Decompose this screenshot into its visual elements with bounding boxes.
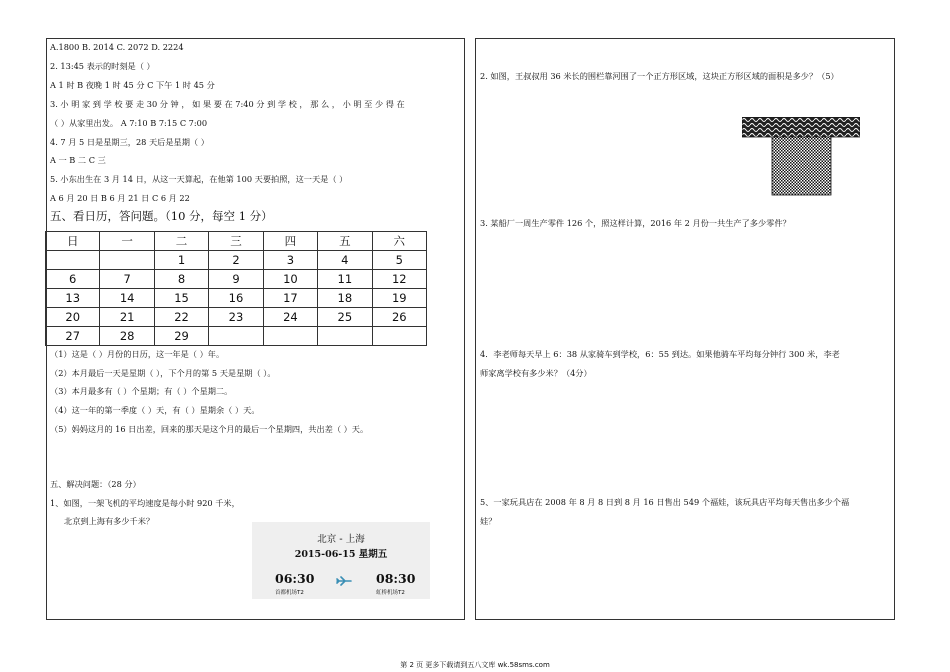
flight-route: 北京 - 上海 <box>317 534 365 545</box>
calendar-day-cell <box>318 327 372 346</box>
calendar-day-cell: 13 <box>46 289 100 308</box>
calendar-header-cell: 五 <box>318 232 372 251</box>
right-question-2: 2. 如图，王叔叔用 36 米长的围栏靠河围了一个正方形区域，这块正方形区域的面积是多少？（5） <box>480 71 839 81</box>
calendar-day-cell: 17 <box>263 289 317 308</box>
calendar-day-cell: 28 <box>100 327 154 346</box>
right-question-4-line1: 4．李老师每天早上 6：38 从家骑车到学校，6：55 到达。如果他骑车平均每分钟行 300 米，李老 <box>480 349 840 359</box>
calendar-day-cell: 23 <box>209 308 263 327</box>
calendar-day-cell: 24 <box>263 308 317 327</box>
calendar-header-cell: 三 <box>209 232 263 251</box>
calendar-day-cell: 2 <box>209 251 263 270</box>
calendar-day-cell: 25 <box>318 308 372 327</box>
calendar-day-cell: 22 <box>154 308 208 327</box>
prev-question-options: A.1800 B. 2014 C. 2072 D. 2224 <box>50 42 184 52</box>
question-2: 2. 13:45 表示的时刻是（ ） <box>50 61 155 71</box>
question-5-options: A 6 月 20 日 B 6 月 21 日 C 6 月 22 <box>50 193 190 203</box>
airplane-icon <box>336 576 352 586</box>
question-5: 5. 小东出生在 3 月 14 日，从这一天算起，在他第 100 天要拍照，这一天是（ ） <box>50 174 348 184</box>
calendar-day-cell: 1 <box>154 251 208 270</box>
calendar-question-1: （1）这是（ ）月份的日历，这一年是（ ）年。 <box>50 349 225 359</box>
departure-airport: 首都机场T2 <box>275 590 304 596</box>
section-5-title: 五、看日历，答问题。（10 分，每空 1 分） <box>50 209 273 223</box>
calendar-day-cell: 7 <box>100 270 154 289</box>
calendar-week-row <box>46 289 427 308</box>
calendar-day-cell: 3 <box>263 251 317 270</box>
calendar-day-cell: 15 <box>154 289 208 308</box>
calendar-header-cell: 一 <box>100 232 154 251</box>
calendar-day-cell: 10 <box>263 270 317 289</box>
calendar-week-row <box>46 251 427 270</box>
solve-question-1-line1: 1、如图，一架飞机的平均速度是每小时 920 千米， <box>50 498 240 508</box>
square-area <box>772 137 831 195</box>
arrival-airport: 虹桥机场T2 <box>376 590 405 596</box>
calendar-day-cell: 9 <box>209 270 263 289</box>
right-question-3: 3. 某船厂一周生产零件 126 个，照这样计算，2016 年 2 月份一共生产了多少零件？ <box>480 218 791 228</box>
calendar-day-cell: 14 <box>100 289 154 308</box>
calendar-week-row <box>46 270 427 289</box>
fence-river-figure <box>742 117 860 197</box>
right-question-4-line2: 师家离学校有多少米？（4分） <box>480 368 592 378</box>
flight-ticket <box>252 522 430 599</box>
calendar-day-cell <box>372 327 426 346</box>
calendar-week-row <box>46 327 427 346</box>
calendar-day-cell <box>46 251 100 270</box>
calendar-day-cell <box>209 327 263 346</box>
calendar-header-cell: 四 <box>263 232 317 251</box>
calendar-day-cell: 27 <box>46 327 100 346</box>
page-footer: 第 2 页 更多下载请到五八文库 wk.58sms.com <box>400 661 550 669</box>
calendar-day-cell: 12 <box>372 270 426 289</box>
question-4-options: A 一 B 二 C 三 <box>50 155 106 165</box>
calendar-day-cell: 8 <box>154 270 208 289</box>
calendar-day-cell: 29 <box>154 327 208 346</box>
river-band <box>742 117 860 137</box>
calendar-day-cell: 21 <box>100 308 154 327</box>
calendar-day-cell: 16 <box>209 289 263 308</box>
calendar-header-cell: 六 <box>372 232 426 251</box>
calendar-question-4: （4）这一年的第一季度（ ）天，有（ ）星期余（ ）天。 <box>50 405 260 415</box>
question-4: 4. 7 月 5 日是星期三，28 天后是星期（ ） <box>50 137 209 147</box>
question-3-line1: 3. 小 明 家 到 学 校 要 走 30 分 钟 ， 如 果 要 在 7:40 分 到 学 校 ， 那 么 ， 小 明 至 少 得 在 <box>50 99 405 109</box>
calendar-day-cell: 5 <box>372 251 426 270</box>
calendar-header-row <box>46 232 427 251</box>
right-question-5-line2: 娃？ <box>480 516 497 526</box>
right-question-5-line1: 5、一家玩具店在 2008 年 8 月 8 日到 8 月 16 日售出 549 个福娃，该玩具店平均每天售出多少个福 <box>480 497 850 507</box>
calendar-question-5: （5）妈妈这月的 16 日出差，回来的那天是这个月的最后一个星期四，共出差（ ）天。 <box>50 424 369 434</box>
calendar-day-cell <box>100 251 154 270</box>
calendar-header-cell: 二 <box>154 232 208 251</box>
question-3-line2: （ ）从家里出发。 A 7:10 B 7:15 C 7:00 <box>50 118 208 128</box>
solve-question-1-line2: 北京到上海有多少千米？ <box>64 516 155 526</box>
calendar-day-cell: 4 <box>318 251 372 270</box>
question-2-options: A 1 时 B 夜晚 1 时 45 分 C 下午 1 时 45 分 <box>50 80 215 90</box>
calendar-day-cell: 11 <box>318 270 372 289</box>
calendar-day-cell: 19 <box>372 289 426 308</box>
calendar-day-cell <box>263 327 317 346</box>
calendar-week-row <box>46 308 427 327</box>
calendar-day-cell: 6 <box>46 270 100 289</box>
calendar-day-cell: 20 <box>46 308 100 327</box>
arrival-time: 08:30 <box>376 571 416 586</box>
calendar-header-cell: 日 <box>46 232 100 251</box>
flight-date: 2015-06-15 星期五 <box>294 549 388 560</box>
section-6-title: 五、解决问题：（28 分） <box>50 479 141 489</box>
calendar-question-3: （3）本月最多有（ ）个星期；有（ ）个星期二。 <box>50 386 233 396</box>
calendar-day-cell: 18 <box>318 289 372 308</box>
calendar-day-cell: 26 <box>372 308 426 327</box>
calendar-table <box>45 231 427 346</box>
departure-time: 06:30 <box>275 571 315 586</box>
calendar-question-2: （2）本月最后一天是星期（ ），下个月的第 5 天是星期（ ）。 <box>50 368 276 378</box>
